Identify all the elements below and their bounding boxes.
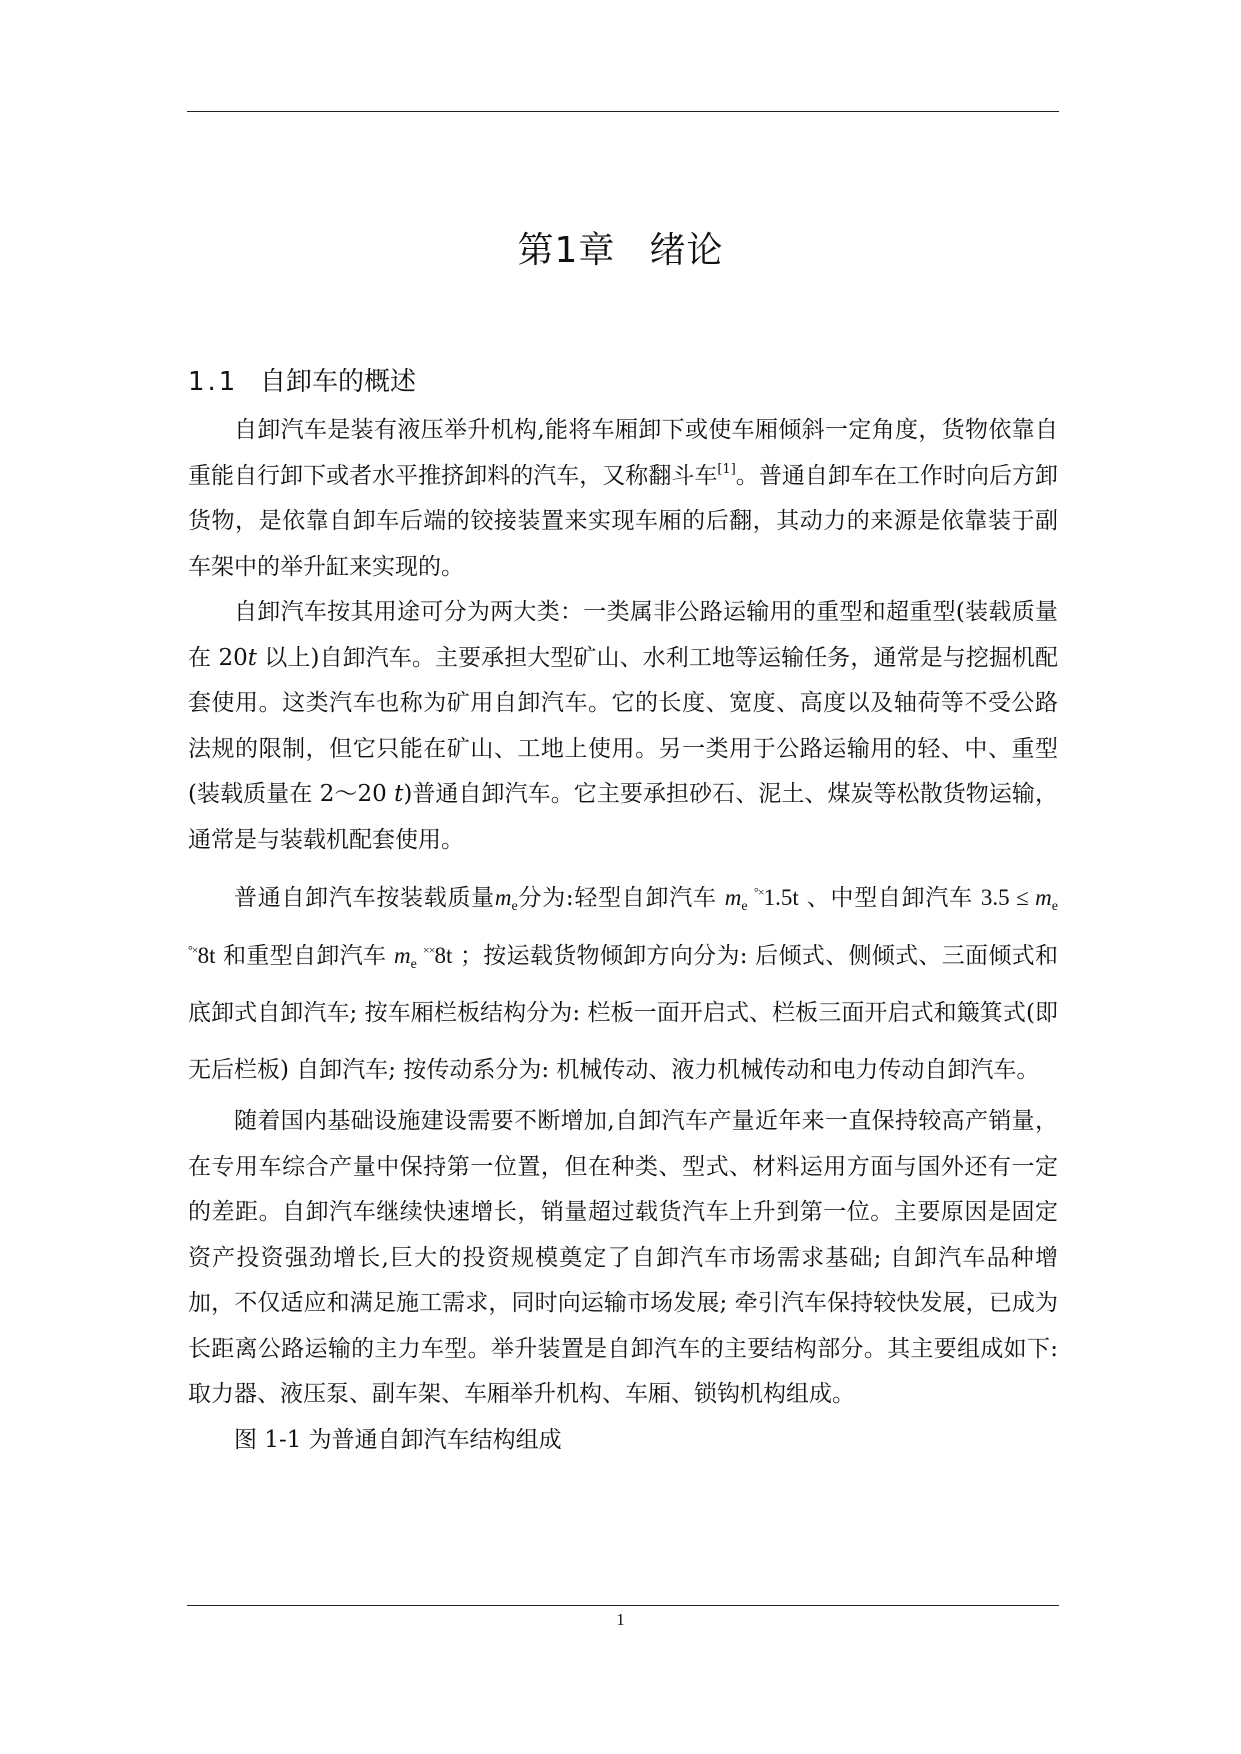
body-text xyxy=(188,408,1058,1463)
chapter-title xyxy=(0,222,1241,273)
equation-light: $m_e$ °×1.5t xyxy=(724,885,799,914)
mass-symbol: $m_e$ xyxy=(494,885,518,914)
section-number: 1.1 xyxy=(188,367,239,397)
header-rule xyxy=(187,111,1059,112)
chapter-number: 第1章 xyxy=(517,230,616,271)
equation-heavy: $m_e$ ××8t xyxy=(393,943,453,972)
figure-reference: 图 1-1 为普通自卸汽车结构组成 xyxy=(234,1426,562,1453)
chapter-name: 绪论 xyxy=(649,230,724,271)
paragraph-3: 普通自卸汽车按装载质量$m_e$分为:轻型自卸汽车 $m_e$ °×1.5t 、中型自卸汽车 $3.5 \le m_e$ °×8t 和重型自卸汽车 $m_e$ ××8t ；按运载货物倾卸方向分为: 后倾式、侧倾式、三面倾式和底卸式自卸汽车; 按车厢栏板结构分为: 栏板一面开启式、栏板三面开启式和簸箕式(即无后栏板) 自卸汽车; 按传动系分为: 机械传动、液力机械传动和电力传动自卸汽车。 xyxy=(188,885,1059,1083)
page-number: 1 xyxy=(616,1610,625,1629)
section-title: 自卸车的概述 xyxy=(260,367,417,397)
paragraph-4: 随着国内基础设施建设需要不断增加,自卸汽车产量近年来一直保持较高产销量，在专用车综合产量中保持第一位置，但在种类、型式、材料运用方面与国外还有一定的差距。自卸汽车继续快速增长，销量超过载货汽车上升到第一位。主要原因是固定资产投资强劲增长,巨大的投资规模奠定了自卸汽车市场需求基础; 自卸汽车品种增加，不仅适应和满足施工需求，同时向运输市场发展; 牵引汽车保持较快发展，已成为长距离公路运输的主力车型。举升装置是自卸汽车的主要结构部分。其主要组成如下: 取力器、液压泵、副车架、车厢举升机构、车厢、锁钩机构组成。 xyxy=(188,1108,1058,1407)
footer-rule xyxy=(187,1605,1059,1606)
equation-medium: $3.5 \le m_e$ °×8t xyxy=(188,885,1058,968)
section-heading xyxy=(188,361,416,398)
paragraph-2: 自卸汽车按其用途可分为两大类：一类属非公路运输用的重型和超重型(装载质量在 20t 以上)自卸汽车。主要承担大型矿山、水利工地等运输任务，通常是与挖掘机配套使用。这类汽车也称为矿用自卸汽车。它的长度、宽度、高度以及轴荷等不受公路法规的限制，但它只能在矿山、工地上使用。另一类用于公路运输用的轻、中、重型(装载质量在 2～20 t)普通自卸汽车。它主要承担砂石、泥土、煤炭等松散货物运输，通常是与装载机配套使用。 xyxy=(188,599,1058,853)
citation: [1] xyxy=(717,461,736,477)
paragraph-1: 自卸汽车是装有液压举升机构,能将车厢卸下或使车厢倾斜一定角度，货物依靠自重能自行卸下或者水平推挤卸料的汽车，又称翻斗车[1]。普通自卸车在工作时向后方卸货物，是依靠自卸车后端的铰接装置来实现车厢的后翻，其动力的来源是依靠装于副车架中的举升缸来实现的。 xyxy=(188,417,1058,580)
